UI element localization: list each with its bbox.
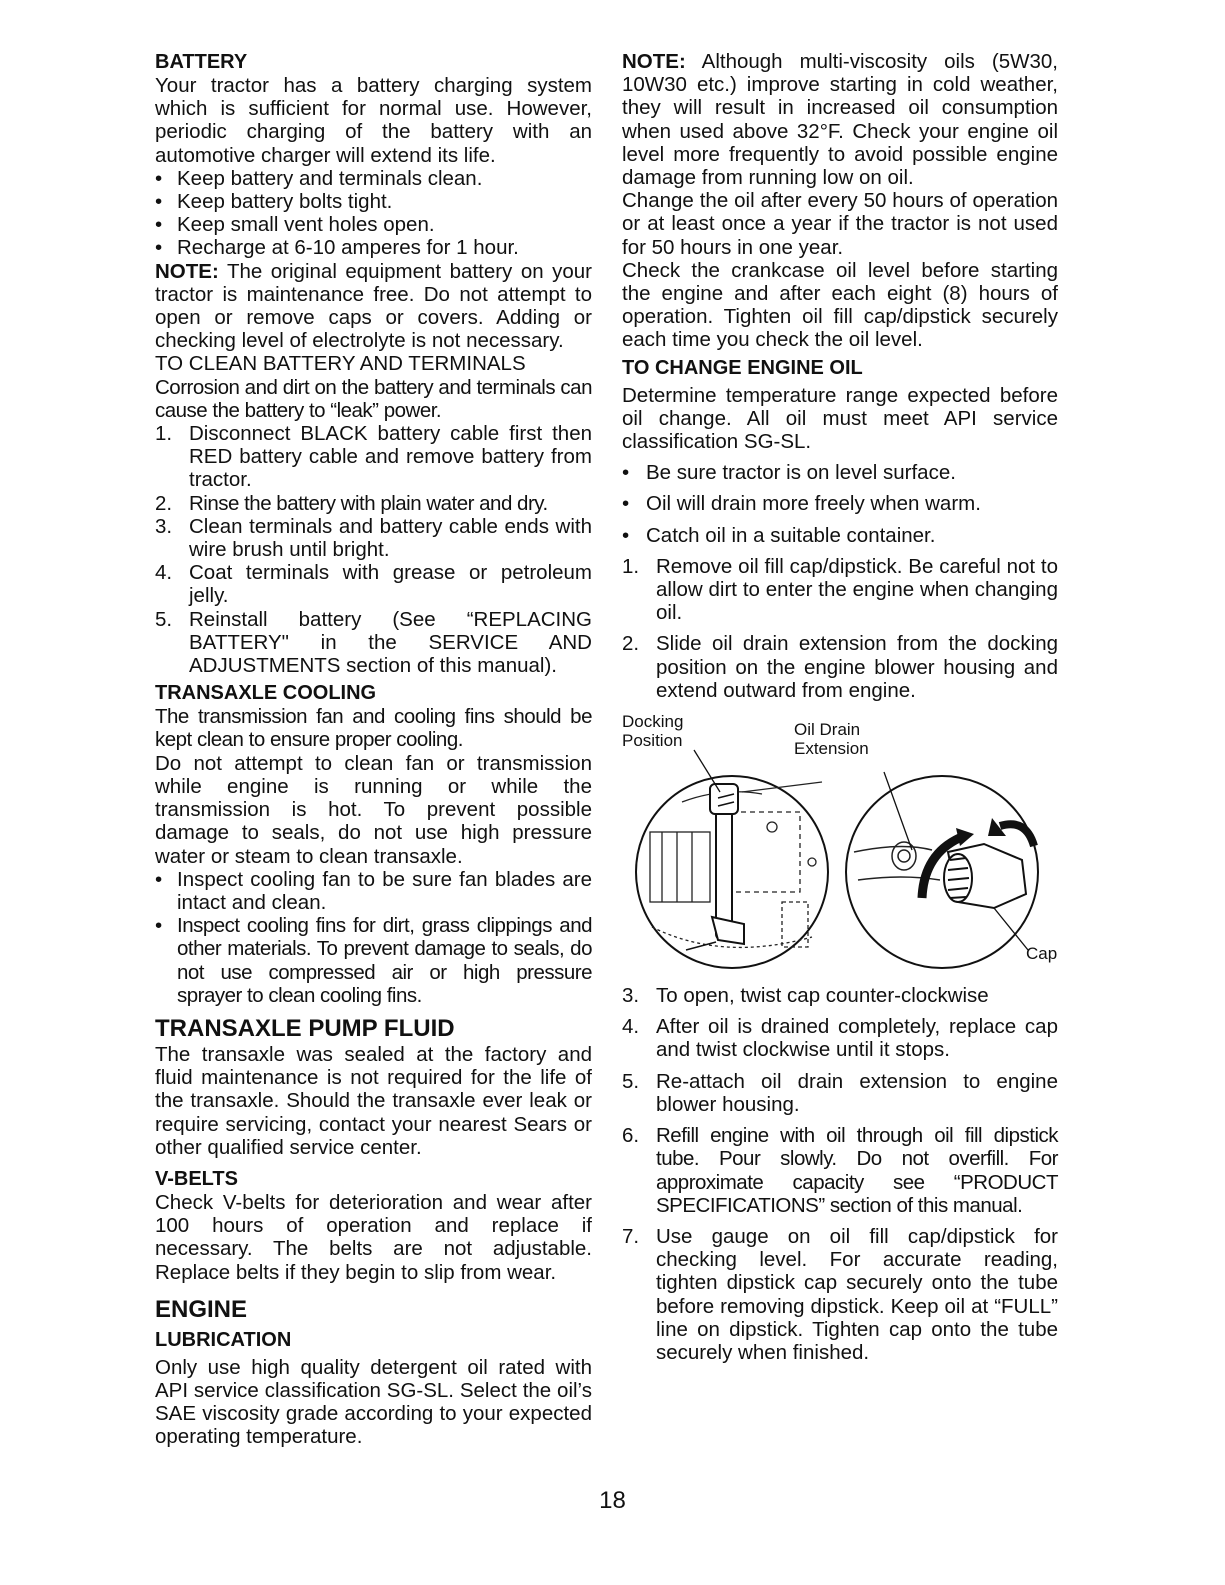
- change-oil-intro: Determine temperature range expected before oil change. All oil must meet API service classification SG-SL.: [622, 383, 1058, 454]
- transaxle-cooling-p1: The transmission fan and cooling fins should be kept clean to ensure proper cooling.: [155, 705, 592, 752]
- lubrication-heading: LUBRICATION: [155, 1328, 292, 1351]
- list-item: 1. Remove oil fill cap/dipstick. Be careful not to allow dirt to enter the engine when changing oil.: [622, 554, 1058, 625]
- clean-battery-intro: Corrosion and dirt on the battery and terminals can cause the battery to “leak” power.: [155, 375, 592, 422]
- oil-drain-figure: [622, 712, 1062, 972]
- engine-heading: ENGINE: [155, 1295, 248, 1323]
- battery-note: NOTE: The original equipment battery on your tractor is maintenance free. Do not attempt to open or remove caps or covers. Adding or checking level of electrolyte is not necessary.: [155, 259, 593, 353]
- battery-heading: BATTERY: [155, 51, 248, 73]
- oil-check-text: Check the crankcase oil level before starting the engine and after each eight (8) hours of operation. Tighten oil fill cap/dipstick securely each time you check the oil level.: [622, 258, 1058, 352]
- list-item: • Keep small vent holes open.: [155, 213, 435, 237]
- transaxle-cooling-p2: Do not attempt to clean fan or transmission while engine is running or while the transmission is hot. To prevent possible damage to seals, do not use high pressure water or steam to clean transaxle.: [155, 751, 592, 868]
- oil-drain-extension-label: Oil Drain Extension: [794, 720, 869, 759]
- list-item: • Inspect cooling fan to be sure fan blades are intact and clean.: [155, 867, 592, 914]
- list-item: 2. Slide oil drain extension from the docking position on the engine blower housing and extend outward from engine.: [622, 632, 1058, 702]
- oil-note: NOTE: Although multi-viscosity oils (5W30, 10W30 etc.) improve starting in cold weather, they will result in increased oil consumption when used above 32°F. Check your engine oil level more frequently to avoid possible engine damage from running low on oil.: [622, 50, 1058, 190]
- list-item: • Inspect cooling fins for dirt, grass clippings and other materials. To prevent damage to seals, do not use compressed air or high pressure sprayer to clean cooling fins.: [155, 914, 592, 1007]
- list-item: • Recharge at 6-10 amperes for 1 hour.: [155, 236, 519, 260]
- list-item: 1. Disconnect BLACK battery cable first then RED battery cable and remove battery from tractor.: [155, 422, 592, 492]
- pump-fluid-text: The transaxle was sealed at the factory and fluid maintenance is not required for the life of the transaxle. Should the transaxle ever leak or require servicing, contact your nearest Sears or other qualified service center.: [155, 1042, 592, 1159]
- cap-label: Cap: [1026, 944, 1058, 964]
- lubrication-text: Only use high quality detergent oil rated with API service classification SG-SL. Select the oil’s SAE viscosity grade according to your expected operating temperature.: [155, 1355, 592, 1449]
- page-number: 18: [599, 1487, 626, 1514]
- list-item: 5. Reinstall battery (See “REPLACING BATTERY" in the SERVICE AND ADJUSTMENTS section of this manual).: [155, 607, 592, 678]
- list-item: • Keep battery bolts tight.: [155, 190, 393, 214]
- oil-drain-illustration: [622, 712, 1062, 972]
- list-item: 4. Coat terminals with grease or petroleum jelly.: [155, 561, 592, 608]
- docking-position-label: Docking Position: [622, 712, 684, 751]
- list-item: 3. Clean terminals and battery cable ends with wire brush until bright.: [155, 514, 592, 562]
- list-item: • Be sure tractor is on level surface.: [622, 461, 956, 485]
- list-item: 6. Refill engine with oil through oil fill dipstick tube. Pour slowly. Do not overfill. For approximate capacity see “PRODUCT SPECIFICATIONS” section of this manual.: [622, 1124, 1058, 1217]
- list-item: 3. To open, twist cap counter-clockwise: [622, 984, 989, 1008]
- list-item: 5. Re-attach oil drain extension to engine blower housing.: [622, 1069, 1058, 1116]
- left-column: [155, 50, 592, 1449]
- vbelts-heading: V-BELTS: [155, 1167, 238, 1190]
- note-label: NOTE:: [622, 50, 686, 73]
- list-item: 4. After oil is drained completely, replace cap and twist clockwise until it stops.: [622, 1015, 1058, 1062]
- transaxle-cooling-heading: TRANSAXLE COOLING: [155, 682, 377, 705]
- oil-change-interval: Change the oil after every 50 hours of operation or at least once a year if the tractor is not used for 50 hours in one year.: [622, 189, 1058, 259]
- change-oil-heading: TO CHANGE ENGINE OIL: [622, 356, 863, 379]
- list-item: • Keep battery and terminals clean.: [155, 166, 483, 190]
- vbelts-text: Check V-belts for deterioration and wear after 100 hours of operation and replace if necessary. The belts are not adjustable. Replace belts if they begin to slip from wear.: [155, 1190, 592, 1284]
- clean-battery-heading: TO CLEAN BATTERY AND TERMINALS: [155, 352, 526, 376]
- list-item: 7. Use gauge on oil fill cap/dipstick for checking level. For accurate reading, tighten dipstick cap securely onto the tube before removing dipstick. Keep oil at “FULL” line on dipstick. Tighten cap onto the tube securely when finished.: [622, 1224, 1058, 1364]
- right-column: [622, 50, 1058, 1364]
- list-item: • Catch oil in a suitable container.: [622, 523, 936, 547]
- list-item: • Oil will drain more freely when warm.: [622, 492, 981, 516]
- list-item: 2. Rinse the battery with plain water and dry.: [155, 491, 548, 515]
- battery-intro: Your tractor has a battery charging system which is sufficient for normal use. However, periodic charging of the battery with an automotive charger will extend its life.: [155, 74, 592, 167]
- note-label: NOTE:: [155, 259, 219, 283]
- pump-fluid-heading: TRANSAXLE PUMP FLUID: [155, 1014, 455, 1042]
